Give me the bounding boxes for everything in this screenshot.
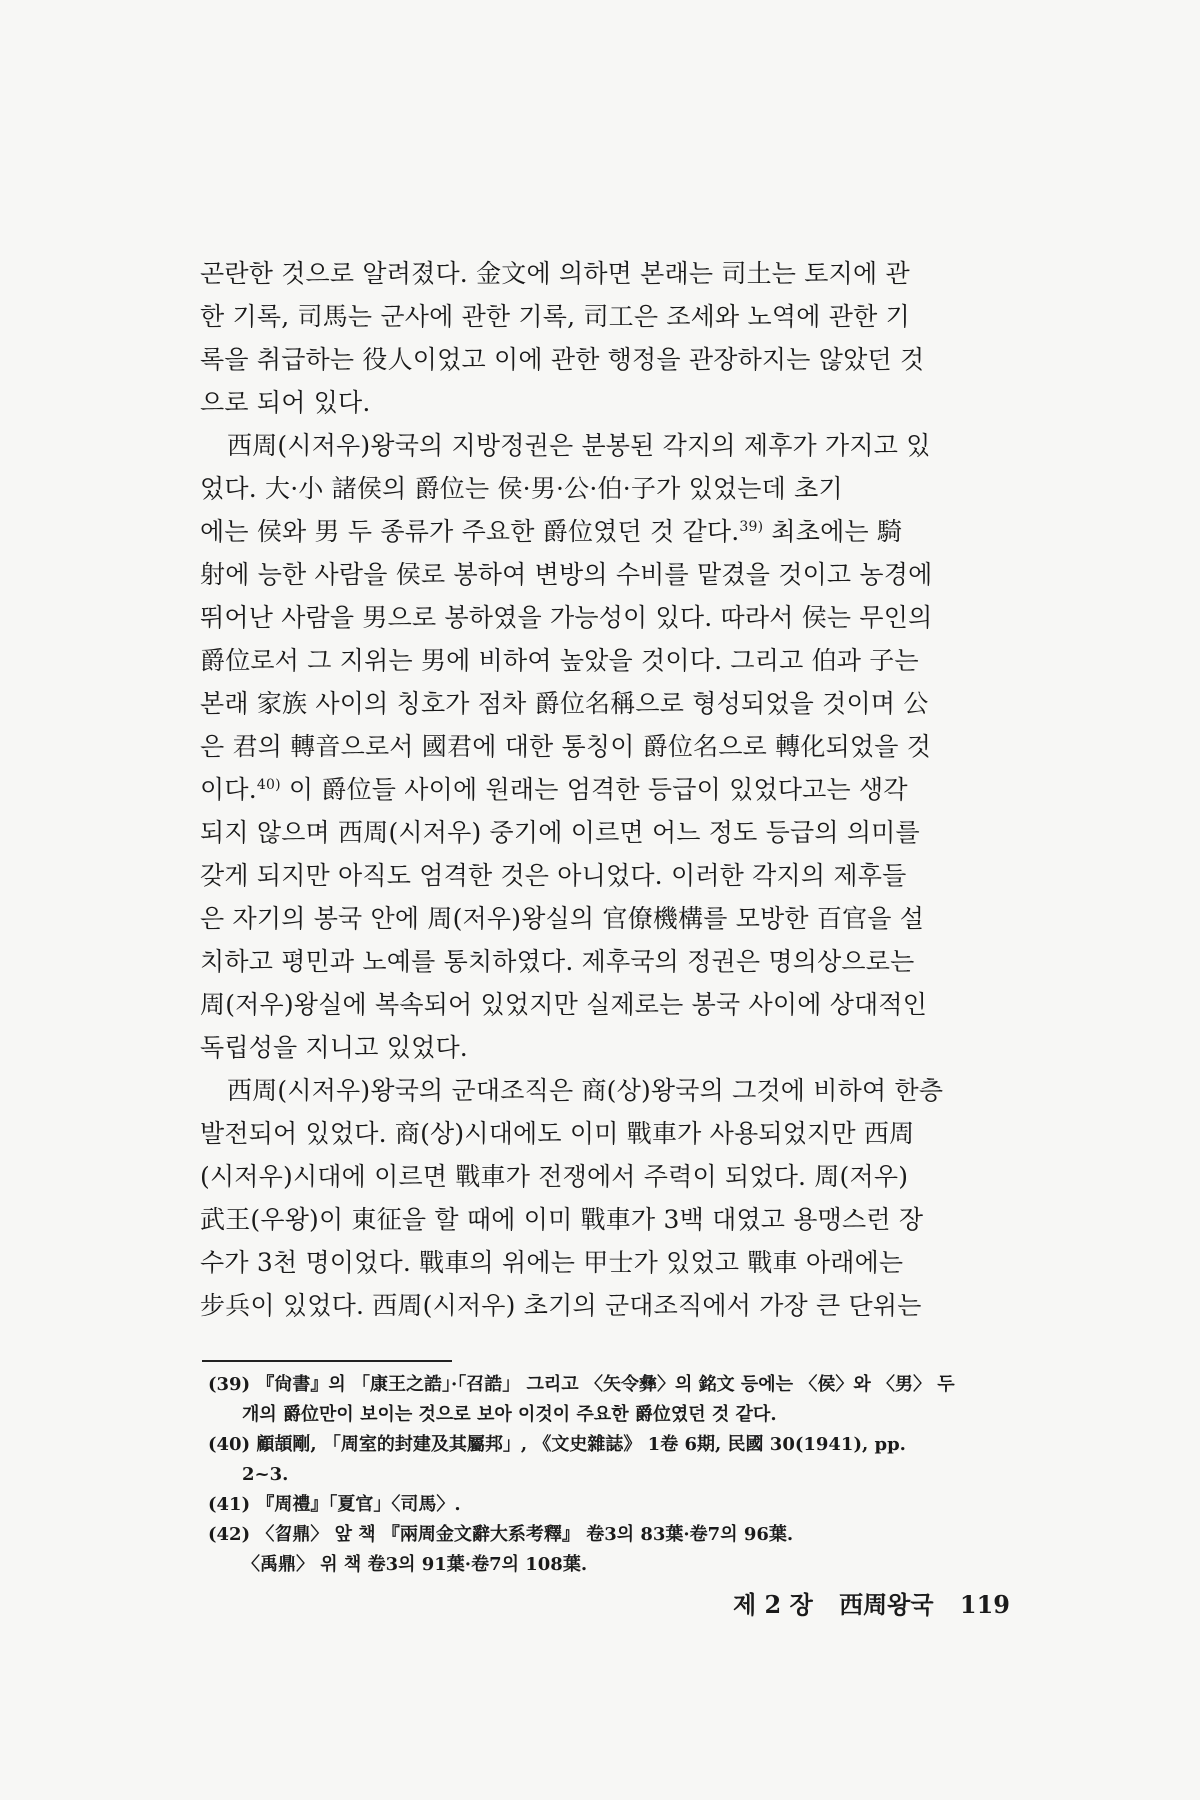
body-line-with-footnote bbox=[200, 510, 1022, 553]
body-line: 수가 3천 명이었다. 戰車의 위에는 甲士가 있었고 戰車 아래에는 bbox=[200, 1248, 904, 1277]
body-line: 武王(우왕)이 東征을 할 때에 이미 戰車가 3백 대였고 용맹스런 장 bbox=[200, 1205, 924, 1234]
body-line: 뛰어난 사람을 男으로 봉하였을 가능성이 있다. 따라서 侯는 무인의 bbox=[200, 603, 933, 632]
body-line: 爵位로서 그 지위는 男에 비하여 높았을 것이다. 그리고 伯과 子는 bbox=[200, 646, 919, 675]
chapter-label: 제 2 장 bbox=[733, 1590, 813, 1619]
footnote-39: (39) 『尙書』의 「康王之誥」·「召誥」 그리고 〈矢令彝〉의 銘文 등에는 〈侯〉와 〈男〉 두 bbox=[208, 1374, 955, 1395]
body-line: 은 자기의 봉국 안에 周(저우)왕실의 官僚機構를 모방한 百官을 설 bbox=[200, 904, 925, 933]
body-line: 射에 능한 사람을 侯로 봉하여 변방의 수비를 맡겼을 것이고 농경에 bbox=[200, 560, 933, 589]
body-text-span: 최초에는 騎 bbox=[771, 517, 903, 546]
page-footer bbox=[715, 1585, 1010, 1620]
footnote-41: (41) 『周禮』「夏官」〈司馬〉. bbox=[208, 1494, 461, 1515]
body-line: 었다. 大·小 諸侯의 爵位는 侯·男·公·伯·子가 있었는데 초기 bbox=[200, 474, 843, 503]
footnote-42-cont: 〈禹鼎〉 위 책 卷3의 91葉·卷7의 108葉. bbox=[242, 1554, 588, 1575]
body-line: 한 기록, 司馬는 군사에 관한 기록, 司工은 조세와 노역에 관한 기 bbox=[200, 302, 910, 331]
footnote-39-cont: 개의 爵位만이 보이는 것으로 보아 이것이 주요한 爵位였던 것 같다. bbox=[242, 1404, 777, 1425]
body-text-span: 이 爵位들 사이에 원래는 엄격한 등급이 있었다고는 생각 bbox=[288, 775, 908, 804]
body-text bbox=[200, 252, 1022, 1327]
page-number: 119 bbox=[959, 1590, 1010, 1619]
chapter-title: 西周왕국 bbox=[839, 1590, 934, 1619]
footnote-40-cont: 2~3. bbox=[242, 1464, 289, 1485]
footnotes bbox=[208, 1370, 1020, 1580]
body-line: 되지 않으며 西周(시저우) 중기에 이르면 어느 정도 등급의 의미를 bbox=[200, 818, 920, 847]
body-line: 步兵이 있었다. 西周(시저우) 초기의 군대조직에서 가장 큰 단위는 bbox=[200, 1291, 922, 1320]
body-line: 발전되어 있었다. 商(상)시대에도 이미 戰車가 사용되었지만 西周 bbox=[200, 1119, 915, 1148]
body-text-span: 에는 侯와 男 두 종류가 주요한 爵位였던 것 같다. bbox=[200, 517, 740, 546]
body-line: (시저우)시대에 이르면 戰車가 전쟁에서 주력이 되었다. 周(저우) bbox=[200, 1162, 909, 1191]
body-line: 周(저우)왕실에 복속되어 있었지만 실제로는 봉국 사이에 상대적인 bbox=[200, 990, 928, 1019]
footnote-42: (42) 〈曶鼎〉 앞 책 『兩周金文辭大系考釋』 卷3의 83葉·卷7의 96葉. bbox=[208, 1524, 794, 1545]
body-line: 西周(시저우)왕국의 군대조직은 商(상)왕국의 그것에 비하여 한층 bbox=[227, 1076, 944, 1105]
body-line: 곤란한 것으로 알려졌다. 金文에 의하면 본래는 司土는 토지에 관 bbox=[200, 259, 910, 288]
body-line: 독립성을 지니고 있었다. bbox=[200, 1033, 468, 1062]
body-line: 으로 되어 있다. bbox=[200, 388, 371, 417]
footnote-ref-39: 39) bbox=[739, 519, 764, 535]
body-text-span: 이다. bbox=[200, 775, 257, 804]
body-line-with-footnote bbox=[200, 768, 1022, 811]
body-line: 은 君의 轉音으로서 國君에 대한 통칭이 爵位名으로 轉化되었을 것 bbox=[200, 732, 932, 761]
footnote-ref-40: 40) bbox=[256, 777, 281, 793]
body-line: 본래 家族 사이의 칭호가 점차 爵位名稱으로 형성되었을 것이며 公 bbox=[200, 689, 929, 718]
footnote-divider bbox=[202, 1360, 452, 1362]
body-line: 치하고 평민과 노예를 통치하였다. 제후국의 정권은 명의상으로는 bbox=[200, 947, 915, 976]
body-line: 西周(시저우)왕국의 지방정권은 분봉된 각지의 제후가 가지고 있 bbox=[227, 431, 931, 460]
footnote-40: (40) 顧頡剛, 「周室的封建及其屬邦」, 《文史雜誌》 1卷 6期, 民國 30(1941), pp. bbox=[208, 1434, 906, 1455]
body-line: 록을 취급하는 役人이었고 이에 관한 행정을 관장하지는 않았던 것 bbox=[200, 345, 925, 374]
body-line: 갖게 되지만 아직도 엄격한 것은 아니었다. 이러한 각지의 제후들 bbox=[200, 861, 907, 890]
